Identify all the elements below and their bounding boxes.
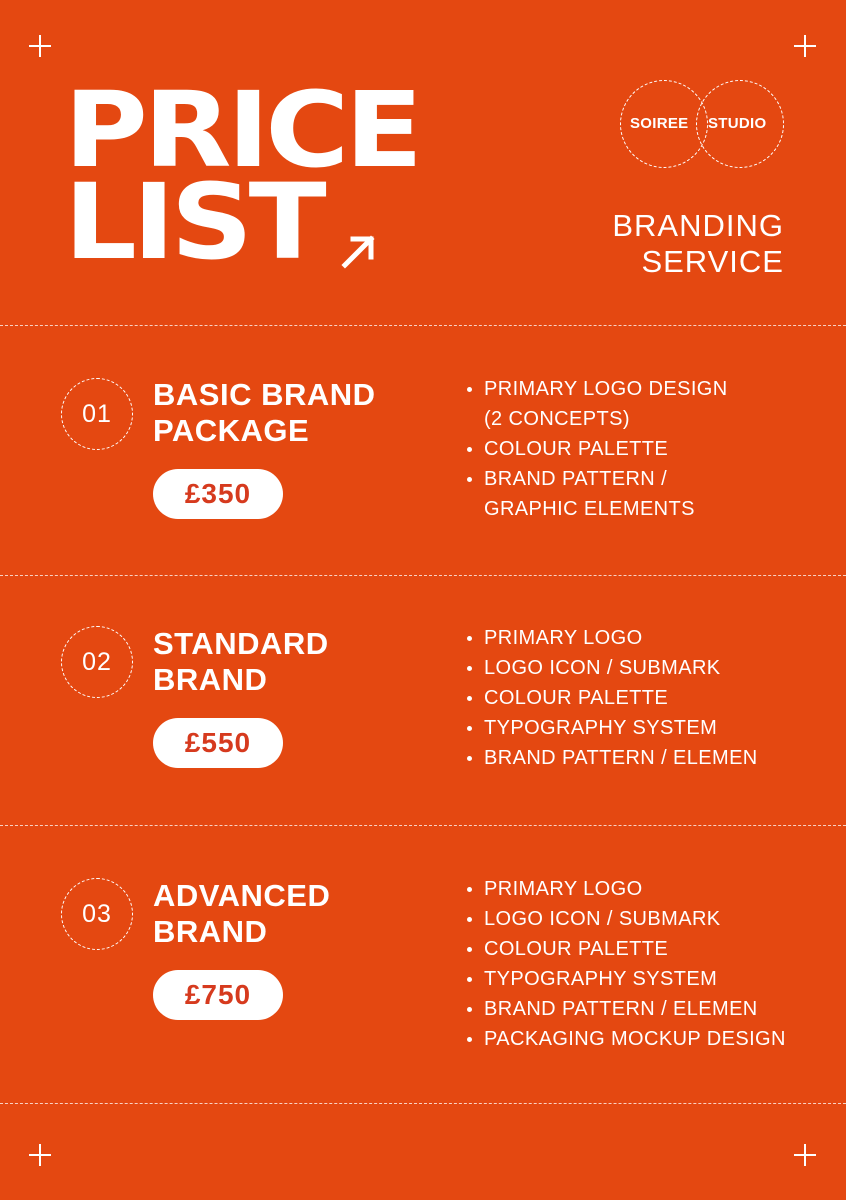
package-name-line-1: BASIC BRAND [153, 377, 376, 412]
feature-item: COLOUR PALETTE [466, 934, 786, 964]
package-number: 01 [61, 378, 133, 450]
package-name-line-2: PACKAGE [153, 413, 310, 448]
plus-icon [29, 35, 51, 57]
title-line-1: PRICE [64, 69, 419, 191]
package-name-line-2: BRAND [153, 914, 268, 949]
feature-item: TYPOGRAPHY SYSTEM [466, 713, 758, 743]
feature-item: COLOUR PALETTE [466, 683, 758, 713]
price-badge: £350 [153, 469, 283, 519]
feature-list [466, 874, 786, 1054]
divider [0, 575, 846, 576]
feature-list [466, 374, 728, 524]
price-badge: £750 [153, 970, 283, 1020]
feature-item [466, 464, 728, 524]
feature-item: BRAND PATTERN / ELEMEN [466, 994, 786, 1024]
feature-item: LOGO ICON / SUBMARK [466, 904, 786, 934]
service-line-1: BRANDING [612, 208, 784, 243]
package-number: 03 [61, 878, 133, 950]
logo-text-left: SOIREE [630, 115, 689, 132]
feature-item: PRIMARY LOGO [466, 623, 758, 653]
studio-logo [620, 80, 786, 170]
divider [0, 825, 846, 826]
divider [0, 325, 846, 326]
package-name [153, 626, 433, 698]
price-badge: £550 [153, 718, 283, 768]
package-number: 02 [61, 626, 133, 698]
package-name [153, 878, 433, 950]
feature-item: LOGO ICON / SUBMARK [466, 653, 758, 683]
divider [0, 1103, 846, 1104]
feature-text: BRAND PATTERN / [484, 468, 668, 490]
service-heading [612, 208, 784, 280]
plus-icon [29, 1144, 51, 1166]
plus-icon [794, 35, 816, 57]
feature-item [466, 374, 728, 434]
service-line-2: SERVICE [641, 244, 784, 279]
feature-text: PRIMARY LOGO DESIGN [484, 378, 728, 400]
feature-item: PRIMARY LOGO [466, 874, 786, 904]
feature-item: COLOUR PALETTE [466, 434, 728, 464]
arrow-up-right-icon [340, 232, 378, 270]
package-name-line-1: STANDARD [153, 626, 329, 661]
plus-icon [794, 1144, 816, 1166]
feature-item: PACKAGING MOCKUP DESIGN [466, 1024, 786, 1054]
package-name-line-2: BRAND [153, 662, 268, 697]
feature-list [466, 623, 758, 773]
title-line-2: LIST [64, 161, 323, 283]
logo-text-right: STUDIO [708, 115, 767, 132]
feature-item: TYPOGRAPHY SYSTEM [466, 964, 786, 994]
feature-text-continued: GRAPHIC ELEMENTS [484, 498, 695, 520]
feature-text-continued: (2 CONCEPTS) [484, 408, 630, 430]
package-name-line-1: ADVANCED [153, 878, 331, 913]
package-name [153, 377, 433, 449]
feature-item: BRAND PATTERN / ELEMEN [466, 743, 758, 773]
